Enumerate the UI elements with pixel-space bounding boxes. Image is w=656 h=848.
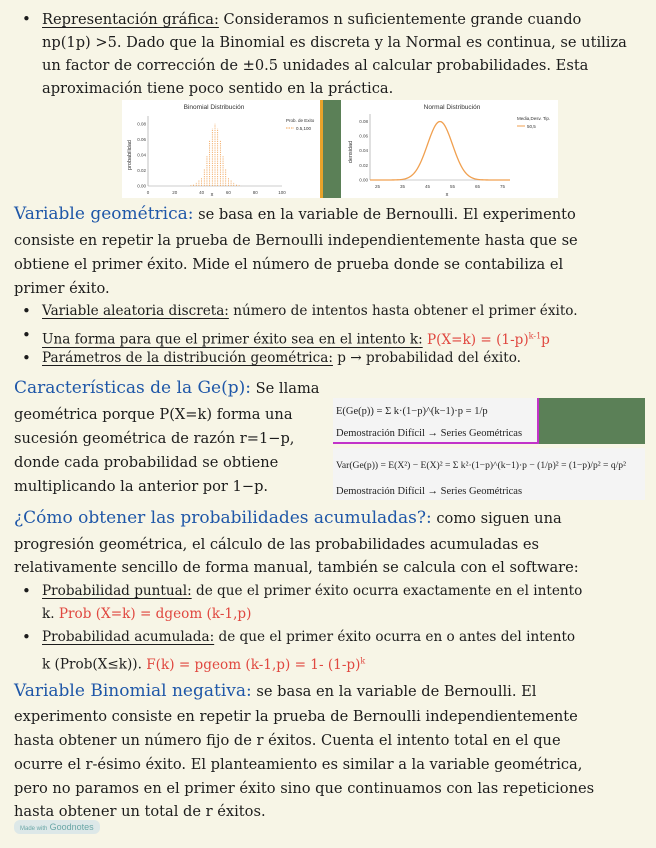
divider-bar-green [323,100,341,198]
intro-line-2: np(1p) >5. Dado que la Binomial es discreta y la Normal es continua, se utiliza [42,34,627,51]
charts-panel [122,100,558,198]
variance-box [333,448,645,500]
dgeom-formula: Prob (X=k) = dgeom (k-1,p) [58,606,252,622]
geom-line-4: primer éxito. [14,280,110,297]
x-tick-label: 40 [199,190,205,195]
intro-line-4: aproximación tiene poco sentido en la práctica. [42,80,394,97]
carac-line-1: Características de la Ge(p): Se llama [14,378,320,398]
y-tick-label: 0.06 [137,136,146,142]
bullet-dot: • [22,10,31,28]
legend-title: Prob. de Exito [286,118,315,123]
geom-line-1: Variable geométrica: se basa en la variable de Bernoulli. El experimento [14,204,576,224]
x-tick-label: 75 [499,184,506,189]
bullet-dot: • [22,349,31,367]
acum-bullet-2-cont: k (Prob(X≤k)). F(k) = pgeom (k-1,p) = 1- $(1-p)^k$ [42,656,366,673]
negbin-line-3: hasta obtener un número fijo de r éxitos. Cuenta el intento total en el que [14,732,561,749]
bullet-dot: • [22,302,31,320]
intro-line-3: un factor de corrección de ±0.5 unidades al calcular probabilidades. Esta [42,57,589,74]
x-tick-label: 55 [449,184,456,189]
bullet-dot: • [22,582,31,600]
y-tick-label: 0.08 [137,121,146,127]
geom-bullet-3: Parámetros de la distribución geométrica: p → probabilidad del éxito. [42,350,521,366]
chart-title: Binomial Distribución [183,104,245,111]
carac-line-2: geométrica porque P(X=k) forma una [14,406,293,423]
x-tick-label: 35 [399,184,406,189]
carac-line-5: multiplicando la anterior por 1−p. [14,478,269,495]
acum-bullet-1: Probabilidad puntual: de que el primer éxito ocurra exactamente en el intento [42,583,583,599]
expectation-formula: E(Ge(p)) = Σ k·(1−p)^(k−1)·p = 1/p [336,406,488,417]
geom-bullet-2: Una forma para que el primer éxito sea en el intento k: $P(X=k) = (1-p)^{k-1}p$ [42,331,550,348]
acum-bullet-1-cont: k. Prob (X=k) = dgeom (k-1,p) [42,606,252,622]
geom-line-2: consiste en repetir la prueba de Bernoulli independientemente hasta que se [14,232,578,249]
x-tick-label: 45 [424,184,431,189]
x-tick-label: 80 [252,190,258,195]
y-axis-label: probabilidad [127,140,133,170]
legend-entry: 0.5,100 [296,126,312,131]
carac-title: Características de la Ge(p): [14,378,251,398]
negbin-line-4: ocurre el r-ésimo éxito. El planteamiento es similar a la variable geométrica, [14,756,583,773]
x-tick-label: 0 [146,190,150,195]
negbin-line-6: hasta obtener un total de r éxitos. [14,803,266,820]
negbin-line-1: Variable Binomial negativa: se basa en la variable de Bernoulli. El [14,681,537,701]
density-curve [370,121,510,180]
variance-formula: Var(Ge(p)) = E(X²) − E(X)² = Σ k²·(1−p)^(k−1)·p − (1/p)² = (1−p)/p² = q/p² [336,460,626,471]
x-tick-label: 100 [278,190,286,195]
y-tick-label: 0.04 [137,152,146,158]
variance-caption: Demostración Difícil → Series Geométricas [336,486,523,497]
geom-pmf-formula: $P(X=k) = (1-p)^{k-1}p$ [422,331,550,348]
goodnotes-badge [14,820,100,834]
x-tick-label: 65 [474,184,481,189]
x-tick-label: 25 [374,184,381,189]
carac-line-3: sucesión geométrica de razón r=1−p, [14,430,295,447]
geom-bullet-1: Variable aleatoria discreta: número de intentos hasta obtener el primer éxito. [42,303,578,319]
y-axis-label: densidad [348,140,354,164]
y-tick-label: 0.04 [359,148,368,154]
x-axis-label: x [445,192,449,198]
x-tick-label: 20 [172,190,178,195]
brand-label: Goodnotes [49,822,94,832]
green-block [539,398,645,444]
geom-title: Variable geométrica: [14,204,194,224]
bullet-dot: • [22,326,31,344]
acum-line-3: relativamente sencillo de forma manual, también se calcula con el software: [14,559,579,576]
y-tick-label: 0.08 [359,118,368,124]
y-tick-label: 0.00 [359,177,368,183]
negbin-line-2: experimento consiste en repetir la prueba de Bernoulli independientemente [14,708,578,725]
legend-entry: 50,5 [527,124,536,129]
negbin-title: Variable Binomial negativa: [14,681,252,701]
y-tick-label: 0.02 [359,162,368,168]
expectation-caption: Demostración Difícil → Series Geométricas [336,428,523,439]
geom-line-3: obtiene el primer éxito. Mide el número de prueba donde se contabiliza el [14,256,564,273]
pgeom-formula: F(k) = pgeom (k-1,p) = 1- $(1-p)^k$ [146,656,366,673]
legend-title: Media,Desv. Tip. [517,116,551,121]
intro-line-1: Representación gráfica: Consideramos n suficientemente grande cuando [42,11,582,28]
made-with-label: Made with [20,826,48,832]
x-axis-label: x [210,192,214,198]
expectation-box [333,398,539,444]
acum-title: ¿Cómo obtener las probabilidades acumuladas?: [14,508,432,528]
x-tick-label: 60 [225,190,231,195]
acum-line-1: ¿Cómo obtener las probabilidades acumuladas?: como siguen una [14,508,562,528]
negbin-line-5: pero no paramos en el primer éxito sino que continuamos con las repeticiones [14,780,595,797]
chart-title: Normal Distribución [423,104,481,111]
acum-bullet-2: Probabilidad acumulada: de que el primer éxito ocurra en o antes del intento [42,629,576,645]
carac-line-4: donde cada probabilidad se obtiene [14,454,279,471]
y-tick-label: 0.02 [137,167,146,173]
y-tick-label: 0.00 [137,183,146,189]
bullet-dot: • [22,628,31,646]
y-tick-label: 0.06 [359,133,368,139]
acum-line-2: progresión geométrica, el cálculo de las probabilidades acumuladas es [14,536,540,553]
binomial-chart [122,100,320,198]
intro-label: Representación gráfica: [42,11,219,28]
normal-chart [342,100,558,198]
